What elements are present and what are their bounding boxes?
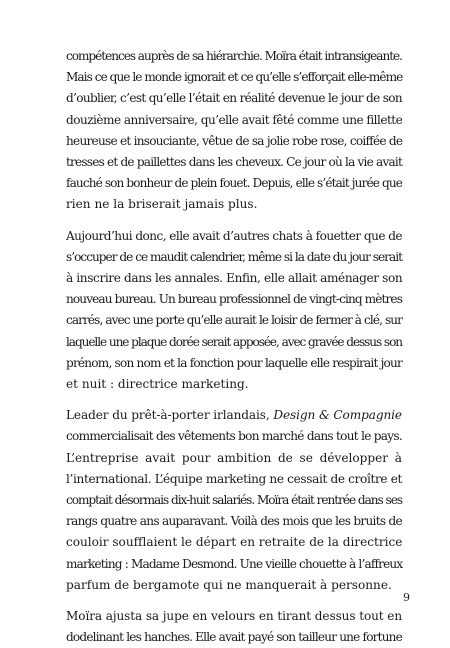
- text-line: [66, 405, 402, 426]
- text-line: à inscrire dans les annales. Enfin, elle allait aménager son: [66, 271, 403, 286]
- paragraph-2: [66, 226, 402, 396]
- company-name: Design & Compagnie: [273, 408, 402, 423]
- text-line: nouveau bureau. Un bureau professionnel de vingt-cinq mètres: [66, 292, 403, 307]
- text-run: Leader du prêt-à-porter irlandais,: [66, 408, 274, 423]
- text-line: compétences auprès de sa hiérarchie. Moïra était intransigeante.: [66, 49, 402, 63]
- text-line: marketing : Madame Desmond. Une vieille chouette à l’affreux: [66, 556, 403, 571]
- text-line: s’occuper de ce maudit calendrier, même si la date du jour serait: [66, 249, 402, 264]
- text-line: couloir soufflaient le départ en retraite de la directrice: [66, 535, 403, 550]
- text-line: Moïra ajusta sa jupe en velours en tirant dessus tout en: [66, 609, 403, 624]
- text-line: commercialisait des vêtements bon marché dans tout le pays.: [66, 429, 402, 444]
- text-line: prénom, son nom et la fonction pour laquelle elle respirait jour: [66, 355, 403, 370]
- text-line: comptait désormais dix-huit salariés. Moïra était rentrée dans ses: [66, 493, 402, 508]
- text-line: heureuse et insouciante, vêtue de sa jolie robe rose, coiffée de: [66, 133, 403, 148]
- body-text: [66, 46, 402, 648]
- page-number: 9: [403, 591, 410, 604]
- text-line: L’entreprise avait pour ambition de se développer à: [66, 450, 402, 465]
- paragraph-3: [66, 405, 402, 596]
- text-line: et nuit : directrice marketing.: [66, 377, 249, 392]
- text-line: laquelle une plaque dorée serait apposée, avec gravée dessus son: [66, 334, 402, 349]
- text-line: Mais ce que le monde ignorait et ce qu’elle s’efforçait elle-même: [66, 70, 403, 85]
- text-line: d’oublier, c’est qu’elle l’était en réalité devenue le jour de son: [66, 91, 403, 106]
- text-line: parfum de bergamote qui ne manquerait à personne.: [66, 577, 392, 592]
- text-line: Aujourd’hui donc, elle avait d’autres chats à fouetter que de: [66, 228, 403, 243]
- text-line: fauché son bonheur de plein fouet. Depuis, elle s’était jurée que: [66, 176, 402, 191]
- text-line: carrés, avec une porte qu’elle aurait le loisir de fermer à clé, sur: [66, 313, 402, 328]
- paragraph-4: [66, 606, 402, 648]
- text-line: dodelinant les hanches. Elle avait payé son tailleur une fortune: [66, 630, 402, 645]
- text-line: douzième anniversaire, qu’elle avait fêté comme une fillette: [66, 112, 403, 127]
- paragraph-1: [66, 46, 402, 216]
- text-line: tresses et de paillettes dans les cheveux. Ce jour où la vie avait: [66, 155, 403, 170]
- text-line: rangs quatre ans auparavant. Voilà des mois que les bruits de: [66, 514, 402, 529]
- text-line: rien ne la briserait jamais plus.: [66, 197, 258, 212]
- text-line: l’international. L’équipe marketing ne cessait de croître et: [66, 471, 403, 486]
